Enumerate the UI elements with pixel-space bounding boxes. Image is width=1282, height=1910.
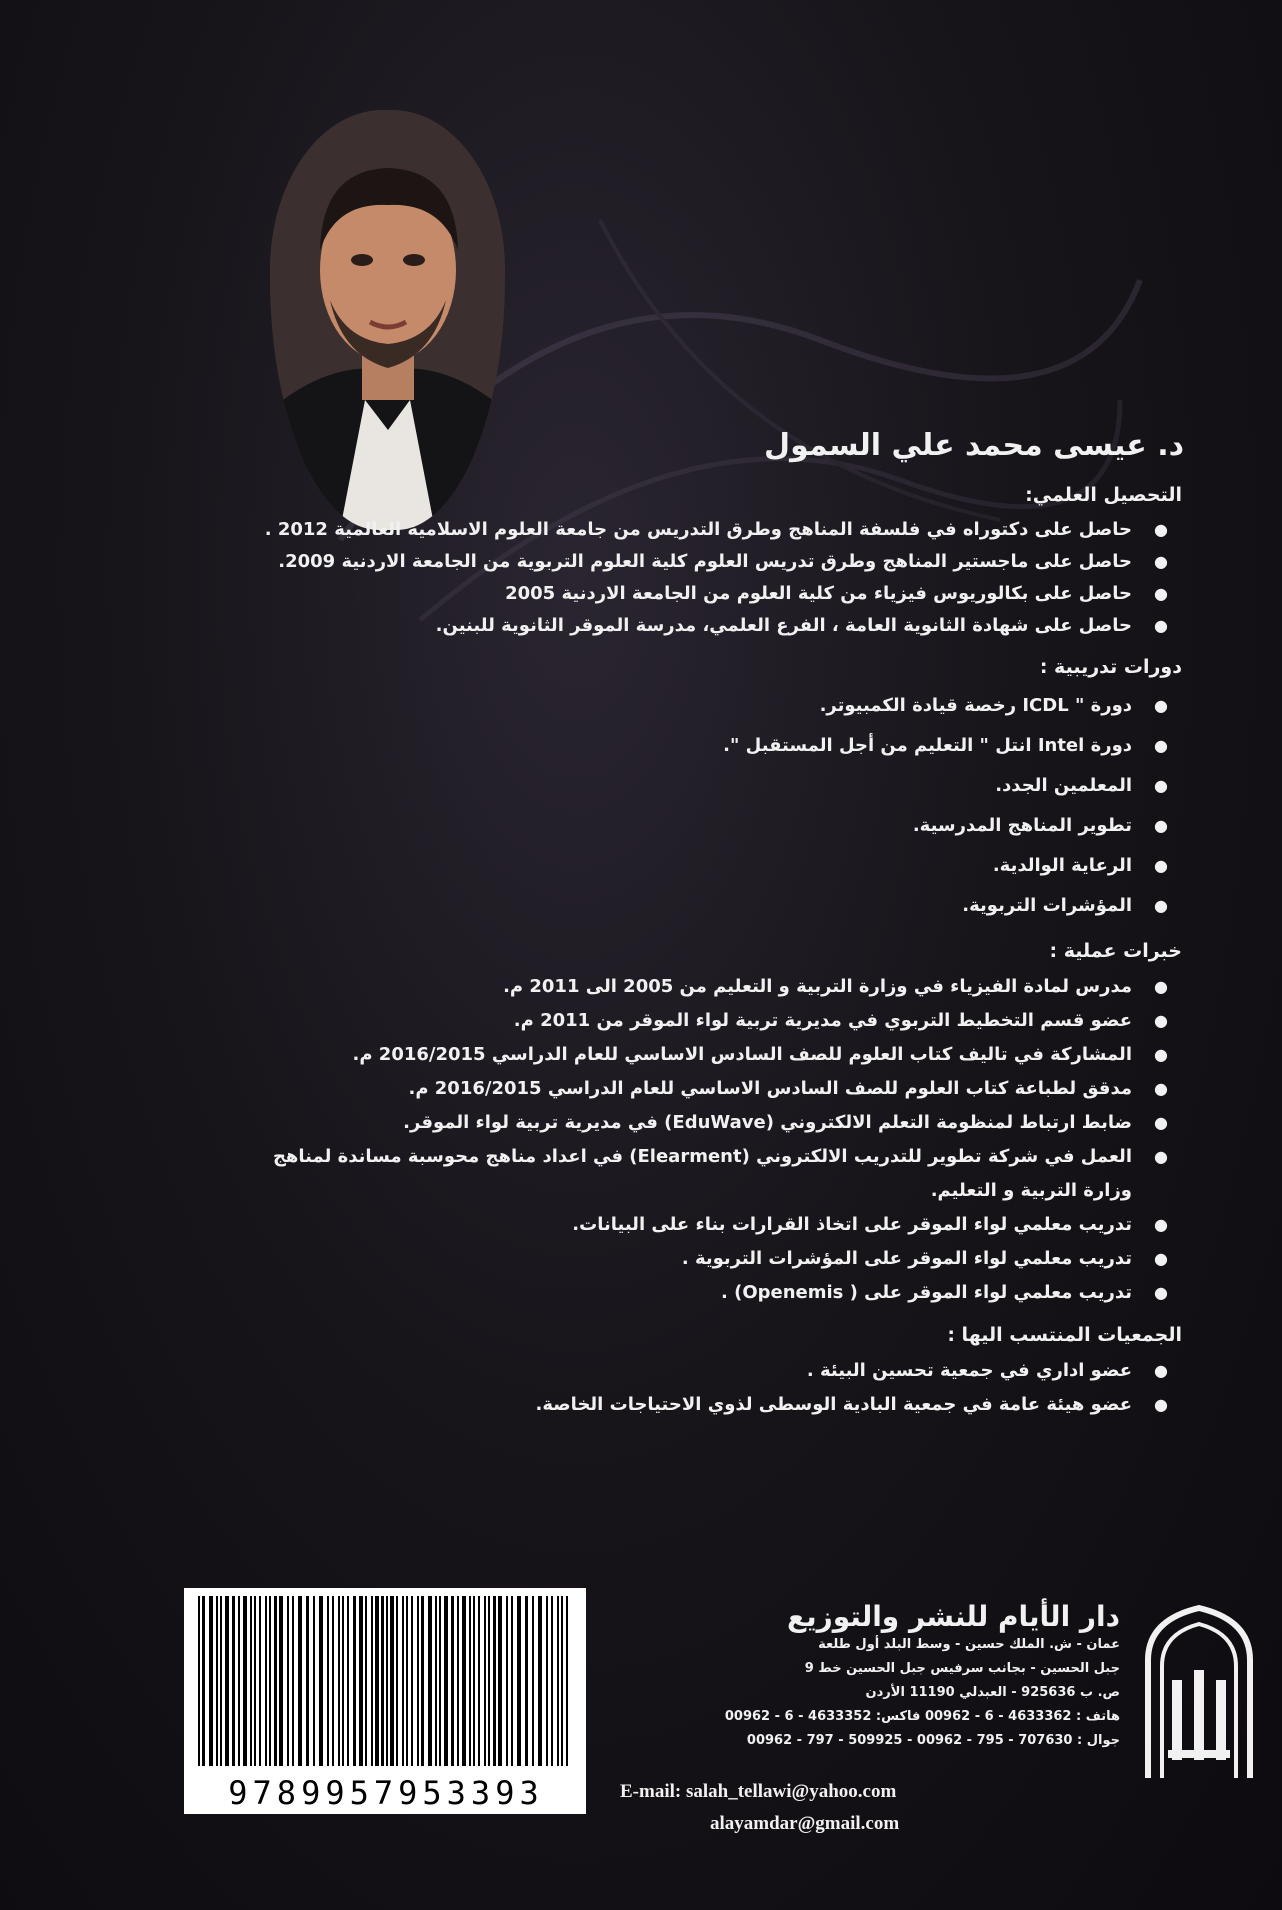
author-name: د. عيسى محمد علي السمول <box>764 428 1184 463</box>
list-item-text: حاصل على ماجستير المناهج وطرق تدريس العلوم كلية العلوم التربوية من الجامعة الاردنية 2009. <box>278 551 1132 572</box>
publisher-name: دار الأيام للنشر والتوزيع <box>786 1600 1120 1633</box>
list-item <box>222 1106 1168 1140</box>
barcode-bar <box>347 1596 349 1766</box>
publisher-emails <box>620 1776 1020 1840</box>
barcode-bar <box>498 1596 502 1766</box>
list-item-text: العمل في شركة تطوير للتدريب الالكتروني (Elearment) في اعداد مناهج محوسبة مساندة لمناهج وزارة التربية و التعليم. <box>272 1146 1132 1201</box>
list-item-text: مدرس لمادة الفيزياء في وزارة التربية و التعليم من 2005 الى 2011 م. <box>503 976 1132 997</box>
barcode-bar <box>417 1596 419 1766</box>
list-item-text: ضابط ارتباط لمنظومة التعلم الالكتروني (EduWave) في مديرية تربية لواء الموقر. <box>403 1112 1132 1133</box>
barcode-bar <box>493 1596 496 1766</box>
bullet-icon: ● <box>1154 1215 1168 1234</box>
barcode-bar <box>428 1596 432 1766</box>
publisher-phone-line: هاتف : 4633362 - 6 - 00962 فاكس: 4633352 - 6 - 00962 <box>724 1709 1120 1724</box>
barcode-bar <box>371 1596 373 1766</box>
barcode-bar <box>435 1596 437 1766</box>
barcode-bar <box>538 1596 542 1766</box>
list-item <box>222 1140 1168 1208</box>
barcode-bar <box>250 1596 252 1766</box>
bullet-icon: ● <box>1154 1079 1168 1098</box>
list-item-text: دورة " ICDL رخصة قيادة الكمبيوتر. <box>819 695 1132 716</box>
barcode-bar <box>327 1596 329 1766</box>
education-list <box>222 514 1182 642</box>
barcode-bar <box>259 1596 261 1766</box>
bullet-icon: ● <box>1154 1147 1168 1166</box>
bullet-icon: ● <box>1154 736 1168 755</box>
list-item-text: عضو اداري في جمعية تحسين البيئة . <box>806 1360 1132 1381</box>
bullet-icon: ● <box>1154 977 1168 996</box>
list-item <box>222 806 1168 846</box>
list-item <box>222 1242 1168 1276</box>
barcode-bar <box>381 1596 384 1766</box>
section-title: التحصيل العلمي: <box>1025 484 1182 506</box>
barcode-bar <box>225 1596 229 1766</box>
list-item <box>222 886 1168 926</box>
barcode-bar <box>365 1596 367 1766</box>
barcode-bar <box>396 1596 398 1766</box>
barcode-bar <box>243 1596 247 1766</box>
list-item <box>222 686 1168 726</box>
barcode-bar <box>469 1596 471 1766</box>
barcode-bar <box>488 1596 490 1766</box>
list-item <box>222 1038 1168 1072</box>
barcode-bar <box>353 1596 356 1766</box>
list-item <box>222 1354 1168 1388</box>
list-item <box>222 1208 1168 1242</box>
bullet-icon: ● <box>1154 552 1168 571</box>
barcode-bar <box>279 1596 283 1766</box>
barcode-bar <box>342 1596 344 1766</box>
bullet-icon: ● <box>1154 1249 1168 1268</box>
email-primary: E-mail: salah_tellawi@yahoo.com <box>620 1781 897 1802</box>
list-item <box>222 846 1168 886</box>
list-item <box>222 578 1168 610</box>
bullet-icon: ● <box>1154 896 1168 915</box>
list-item <box>222 546 1168 578</box>
bullet-icon: ● <box>1154 1361 1168 1380</box>
list-item-text: عضو هيئة عامة في جمعية البادية الوسطى لذوي الاحتياجات الخاصة. <box>535 1394 1132 1415</box>
list-item <box>222 766 1168 806</box>
barcode-bar <box>359 1596 363 1766</box>
barcode-bar <box>439 1596 441 1766</box>
bullet-icon: ● <box>1154 776 1168 795</box>
barcode-bar <box>561 1596 563 1766</box>
section-title: دورات تدريبية : <box>1039 656 1182 678</box>
list-item-text: حاصل على شهادة الثانوية العامة ، الفرع العلمي، مدرسة الموقر الثانوية للبنين. <box>435 615 1132 636</box>
list-item-text: الرعاية الوالدية. <box>992 855 1132 876</box>
experience-list <box>222 970 1182 1310</box>
barcode-bar <box>313 1596 315 1766</box>
list-item-text: تدريب معلمي لواء الموقر على المؤشرات التربوية . <box>681 1248 1132 1269</box>
list-item-text: حاصل على دكتوراه في فلسفة المناهج وطرق التدريس من جامعة العلوم الاسلامية العالمية 2012 . <box>264 519 1132 540</box>
barcode-bar <box>551 1596 553 1766</box>
barcode-bar <box>232 1596 235 1766</box>
barcode-bar <box>274 1596 277 1766</box>
list-item-text: المؤشرات التربوية. <box>962 895 1132 916</box>
list-item <box>222 970 1168 1004</box>
barcode-bar <box>532 1596 534 1766</box>
bullet-icon: ● <box>1154 816 1168 835</box>
barcode-bar <box>332 1596 334 1766</box>
barcode-bar <box>390 1596 394 1766</box>
section-title: الجمعيات المنتسب اليها : <box>947 1324 1182 1346</box>
barcode-bar <box>386 1596 388 1766</box>
barcode-bar <box>209 1596 213 1766</box>
list-item <box>222 1388 1168 1422</box>
list-item-text: عضو قسم التخطيط التربوي في مديرية تربية لواء الموقر من 2011 م. <box>513 1010 1132 1031</box>
barcode-bar <box>566 1596 568 1766</box>
section-courses <box>222 656 1182 926</box>
barcode-bar <box>265 1596 267 1766</box>
bullet-icon: ● <box>1154 1011 1168 1030</box>
barcode-bar <box>298 1596 302 1766</box>
publisher-info <box>600 1600 1120 1753</box>
barcode-bar <box>402 1596 404 1766</box>
barcode-bar <box>319 1596 323 1766</box>
courses-list <box>222 686 1182 926</box>
section-experience <box>222 940 1182 1310</box>
barcode-bar <box>292 1596 294 1766</box>
barcode-bar <box>306 1596 309 1766</box>
section-associations <box>222 1324 1182 1422</box>
barcode-bar <box>557 1596 559 1766</box>
list-item-text: تدريب معلمي لواء الموقر على ( Openemis) . <box>720 1282 1132 1303</box>
barcode-bar <box>484 1596 486 1766</box>
publisher-address-line: جبل الحسين - بجانب سرفيس جبل الحسين خط 9 <box>804 1661 1120 1676</box>
publisher-address-line: ص. ب 925636 - العبدلي 11190 الأردن <box>865 1685 1120 1700</box>
list-item <box>222 726 1168 766</box>
barcode-bar <box>546 1596 548 1766</box>
barcode-bar <box>220 1596 222 1766</box>
barcode-bar <box>198 1596 200 1766</box>
bullet-icon: ● <box>1154 1045 1168 1064</box>
barcode-bar <box>444 1596 448 1766</box>
barcode-bar <box>254 1596 256 1766</box>
list-item-text: تطوير المناهج المدرسية. <box>912 815 1132 836</box>
list-item-text: المعلمين الجدد. <box>995 775 1132 796</box>
barcode-bar <box>216 1596 218 1766</box>
bullet-icon: ● <box>1154 856 1168 875</box>
section-title: خبرات عملية : <box>1049 940 1182 962</box>
list-item-text: مدقق لطباعة كتاب العلوم للصف السادس الاساسي للعام الدراسي 2016/2015 م. <box>408 1078 1132 1099</box>
bullet-icon: ● <box>1154 520 1168 539</box>
barcode-bar <box>202 1596 205 1766</box>
bullet-icon: ● <box>1154 584 1168 603</box>
publisher-mobile-line: جوال : 707630 - 795 - 00962 - 509925 - 797 - 00962 <box>746 1733 1120 1748</box>
section-education <box>222 484 1182 642</box>
barcode-bar <box>506 1596 508 1766</box>
list-item-text: تدريب معلمي لواء الموقر على اتخاذ القرارات بناء على البيانات. <box>572 1214 1132 1235</box>
list-item-text: المشاركة في تاليف كتاب العلوم للصف السادس الاساسي للعام الدراسي 2016/2015 م. <box>352 1044 1132 1065</box>
barcode-bar <box>517 1596 521 1766</box>
barcode-bar <box>525 1596 528 1766</box>
barcode-bar <box>462 1596 466 1766</box>
author-bio <box>222 484 1182 1436</box>
barcode-bar <box>511 1596 513 1766</box>
list-item <box>222 610 1168 642</box>
barcode-bar <box>411 1596 413 1766</box>
barcode-bar <box>421 1596 424 1766</box>
barcode-bar <box>375 1596 379 1766</box>
bullet-icon: ● <box>1154 1283 1168 1302</box>
list-item <box>222 1276 1168 1310</box>
barcode-bar <box>406 1596 408 1766</box>
bullet-icon: ● <box>1154 696 1168 715</box>
list-item <box>222 1004 1168 1038</box>
bullet-icon: ● <box>1154 1395 1168 1414</box>
list-item-text: دورة Intel انتل " التعليم من أجل المستقبل ". <box>723 735 1132 756</box>
bullet-icon: ● <box>1154 1113 1168 1132</box>
barcode-bar <box>338 1596 340 1766</box>
publisher-logo-icon <box>1140 1600 1258 1780</box>
publisher-address-line: عمان - ش. الملك حسين - وسط البلد أول طلعة <box>818 1637 1120 1652</box>
barcode-bar <box>238 1596 240 1766</box>
barcode-bar <box>287 1596 289 1766</box>
associations-list <box>222 1354 1182 1422</box>
email-secondary: alayamdar@gmail.com <box>710 1813 900 1834</box>
barcode-bar <box>269 1596 271 1766</box>
list-item-text: حاصل على بكالوريوس فيزياء من كلية العلوم من الجامعة الاردنية 2005 <box>505 583 1132 604</box>
bullet-icon: ● <box>1154 616 1168 635</box>
barcode-bar <box>457 1596 459 1766</box>
isbn-number: 9789957953393 <box>188 1774 584 1812</box>
barcode-bar <box>478 1596 480 1766</box>
list-item <box>222 514 1168 546</box>
barcode-bar <box>451 1596 454 1766</box>
list-item <box>222 1072 1168 1106</box>
barcode-bar <box>473 1596 475 1766</box>
